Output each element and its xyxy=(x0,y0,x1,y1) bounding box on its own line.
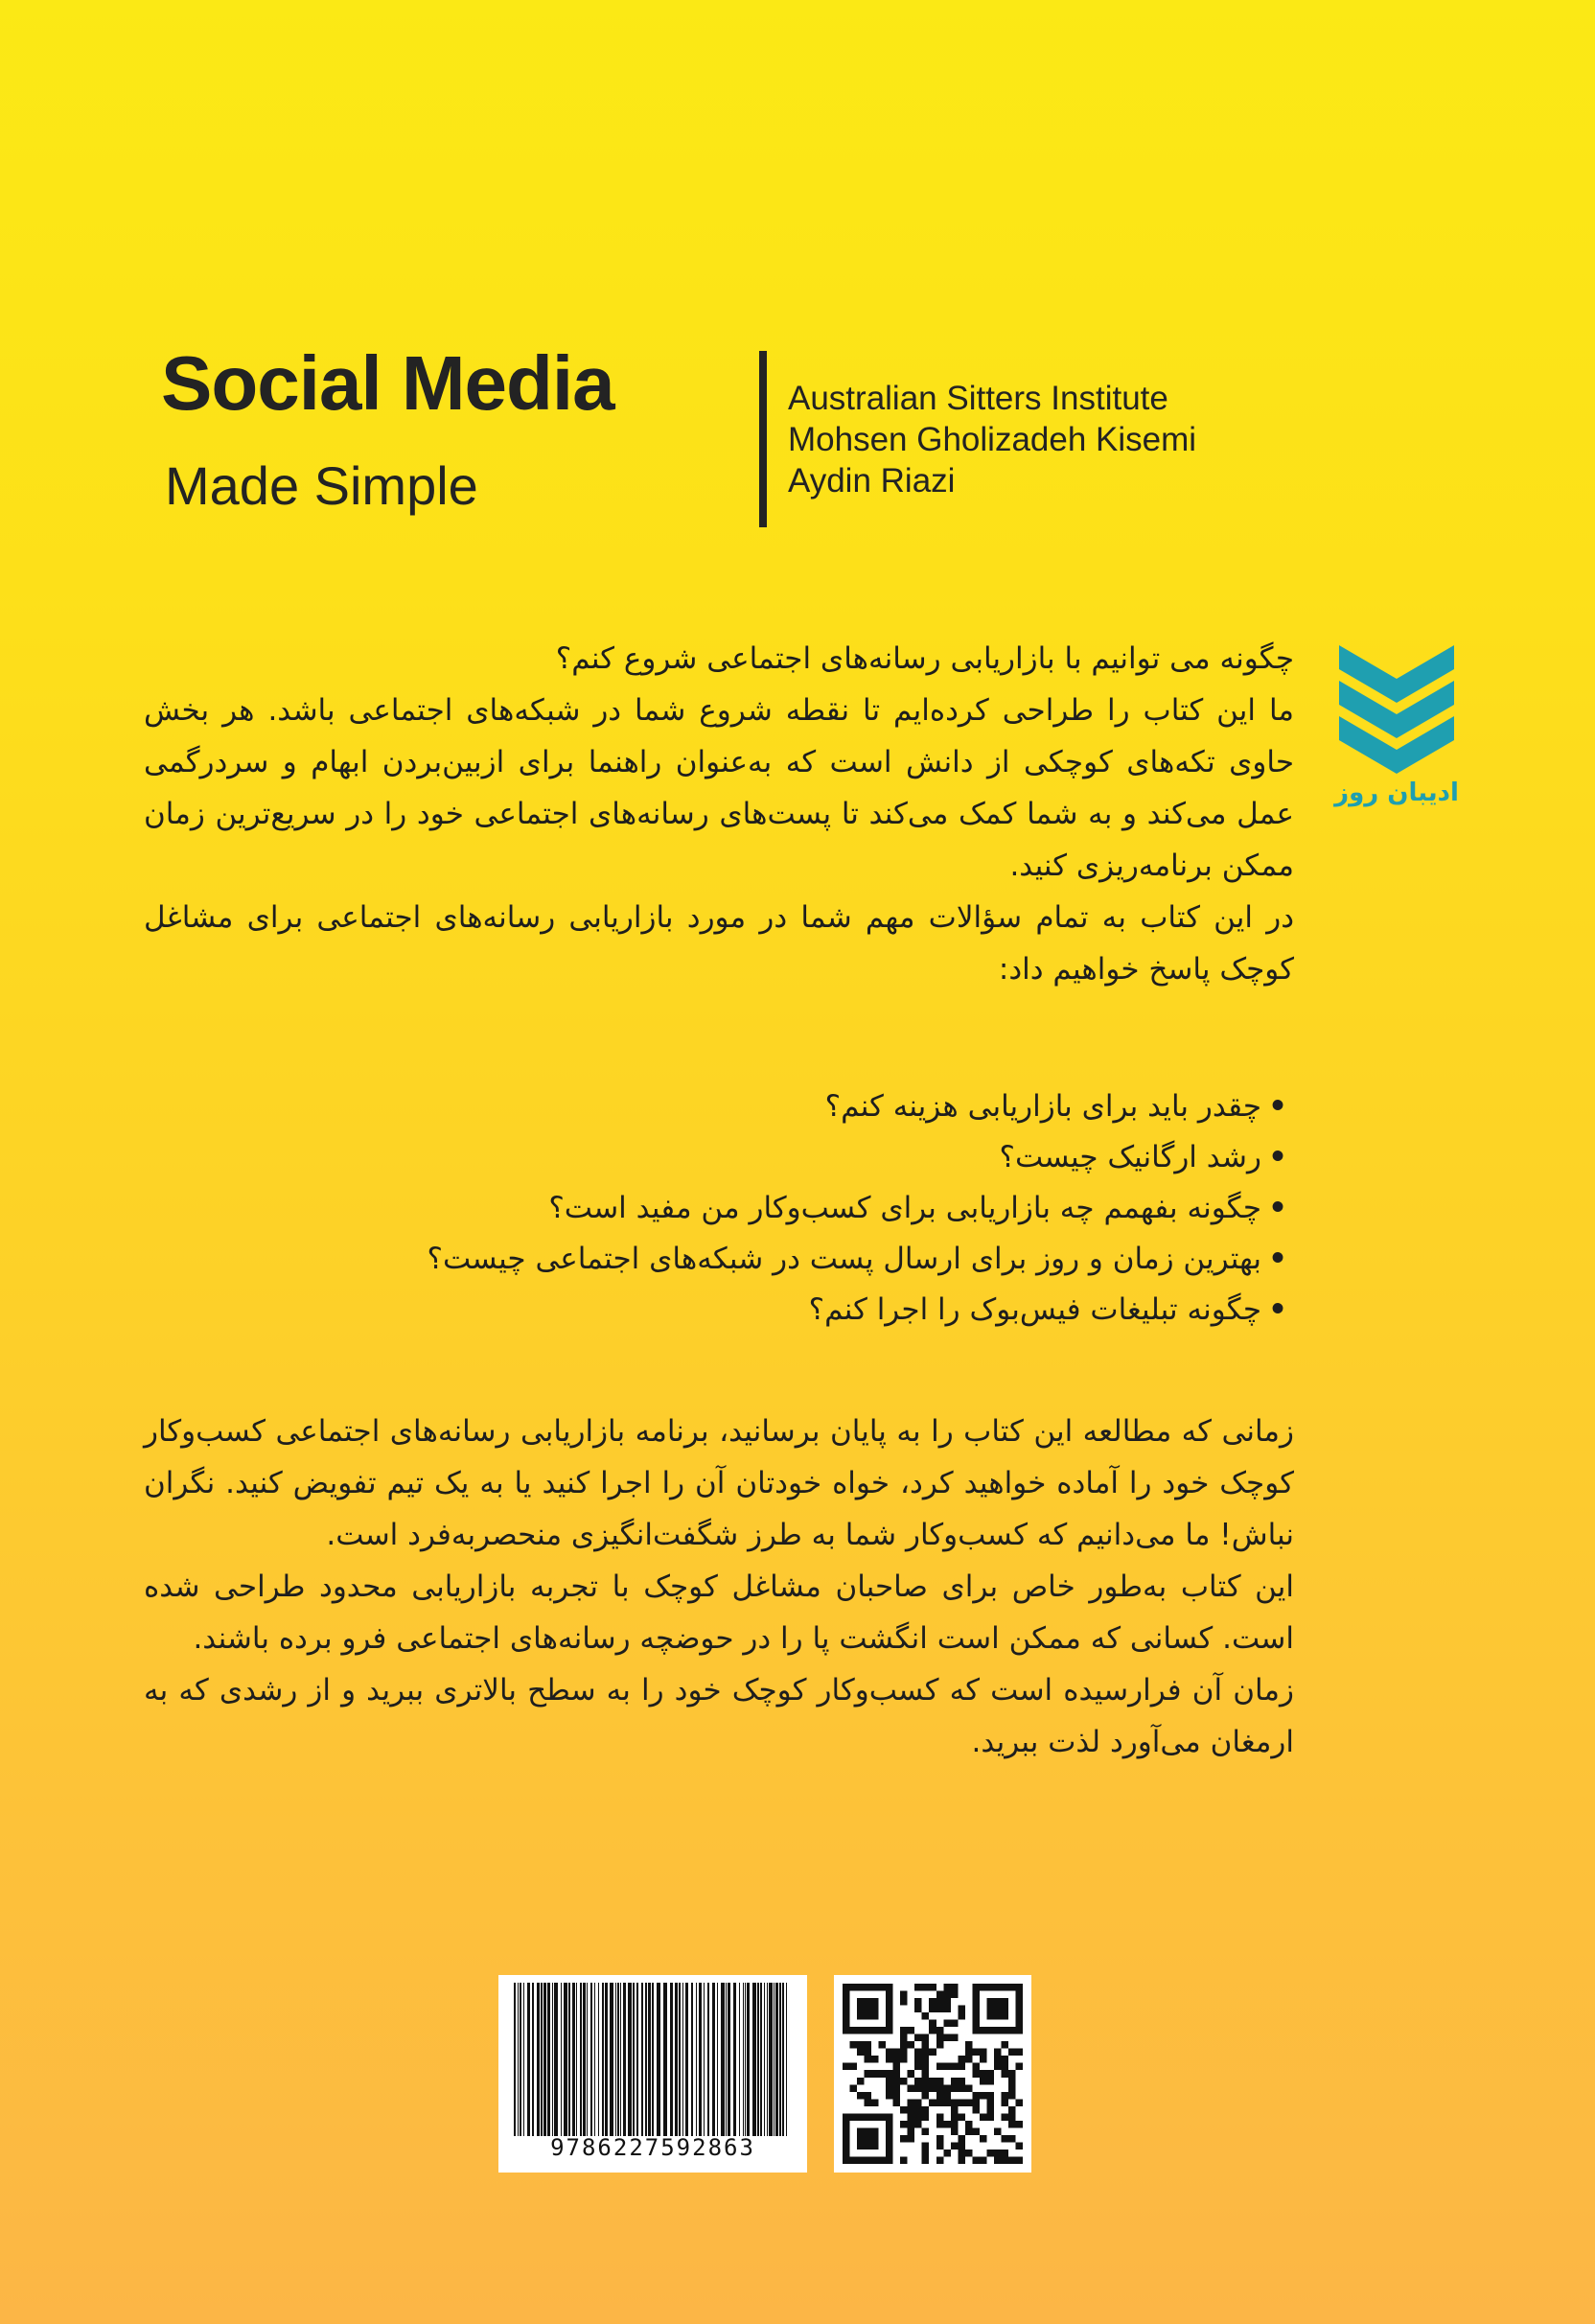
question-text: چگونه تبلیغات فیس‌بوک را اجرا کنم؟ xyxy=(808,1292,1261,1327)
question-item xyxy=(144,1285,1294,1336)
question-text: چگونه بفهمم چه بازاریابی برای کسب‌وکار من مفید است؟ xyxy=(548,1191,1261,1225)
bullet-icon: • xyxy=(1268,1242,1287,1276)
intro-paragraph: در این کتاب به تمام سؤالات مهم شما در مورد بازاریابی رسانه‌های اجتماعی برای مشاغل کوچک پاسخ خواهیم داد: xyxy=(144,900,1294,987)
book-subtitle: Made Simple xyxy=(165,455,478,516)
author-name: Aydin Riazi xyxy=(788,462,956,500)
outro-text xyxy=(144,1406,1294,1768)
author-name: Mohsen Gholizadeh Kisemi xyxy=(788,421,1197,458)
bullet-icon: • xyxy=(1268,1140,1287,1174)
title-divider xyxy=(759,351,767,527)
question-list xyxy=(144,1081,1294,1336)
intro-text xyxy=(144,633,1294,995)
publisher-name: ادیبان روز xyxy=(1334,779,1459,807)
bullet-icon: • xyxy=(1268,1089,1287,1124)
bullet-icon: • xyxy=(1268,1191,1287,1225)
question-item xyxy=(144,1183,1294,1234)
qr-code xyxy=(834,1975,1031,2173)
intro-paragraph: ما این کتاب را طراحی کرده‌ایم تا نقطه شروع شما در شبکه‌های اجتماعی باشد. هر بخش حاوی تکه‌های کوچکی از دانش است که به‌عنوان راهنما برای ازبین‌بردن ابهام و سردرگمی عمل می‌کند و به شما کمک می‌کند تا پست‌های رسانه‌های اجتماعی خود را در سریع‌ترین زمان ممکن برنامه‌ریزی کنید. xyxy=(144,693,1294,883)
bullet-icon: • xyxy=(1268,1292,1287,1327)
outro-paragraph: این کتاب به‌طور خاص برای صاحبان مشاغل کوچک با تجربه بازاریابی محدود طراحی شده است. کسانی که ممکن است انگشت پا را در حوضچه رسانه‌های اجتماعی فرو برده باشند. xyxy=(144,1569,1294,1656)
question-text: چقدر باید برای بازاریابی هزینه کنم؟ xyxy=(824,1089,1261,1124)
outro-paragraph: زمانی که مطالعه این کتاب را به پایان برسانید، برنامه بازاریابی رسانه‌های اجتماعی کسب‌وکار کوچک خود را آماده خواهید کرد، خواه خودتان آن را اجرا کنید یا به یک تیم تفویض کنید. نگران نباش! ما می‌دانیم که کسب‌وکار شما به طرز شگفت‌انگیزی منحصربه‌فرد است. xyxy=(144,1414,1294,1552)
isbn-barcode xyxy=(498,1975,807,2173)
barcode-icon xyxy=(508,1983,798,2136)
question-item xyxy=(144,1081,1294,1132)
question-text: بهترین زمان و روز برای ارسال پست در شبکه‌های اجتماعی چیست؟ xyxy=(427,1242,1261,1276)
outro-paragraph: زمان آن فرارسیده است که کسب‌وکار کوچک خود را به سطح بالاتری ببرید و از رشدی که به ارمغان می‌آورد لذت ببرید. xyxy=(144,1673,1294,1759)
book-title: Social Media xyxy=(161,340,614,426)
intro-paragraph: چگونه می توانیم با بازاریابی رسانه‌های اجتماعی شروع کنم؟ xyxy=(555,641,1294,676)
isbn-number: 9786227592863 xyxy=(550,2134,755,2161)
question-text: رشد ارگانیک چیست؟ xyxy=(999,1140,1261,1174)
author-name: Australian Sitters Institute xyxy=(788,380,1168,417)
question-item xyxy=(144,1132,1294,1183)
author-list xyxy=(788,378,1196,501)
qr-code-icon xyxy=(843,1984,1023,2164)
question-item xyxy=(144,1234,1294,1285)
